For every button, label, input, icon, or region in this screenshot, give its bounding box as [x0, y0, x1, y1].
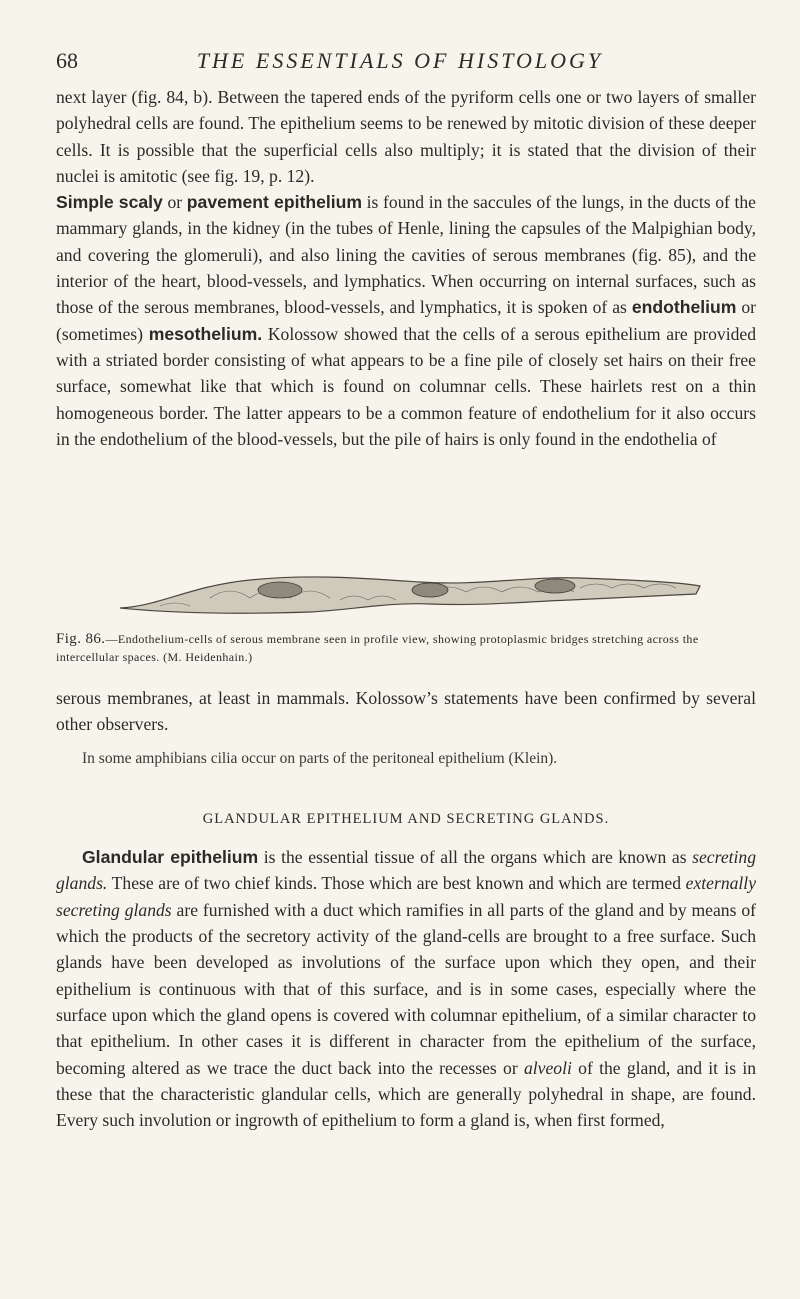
paragraph-text: serous membranes, at least in mammals. Kolossow’s statements have been confirmed by several other observers.: [56, 688, 756, 735]
paragraph-text: Kolossow showed that the cells of a serous epithelium are provided with a striated border consisting of what appears to be a fine pile of closely set hairs on their free surface, somewhat like that which is found on columnar cells. These hairlets rest on a thin homogeneous border. The latter appears to be a common feature of endothelium for it also occurs in the endothelium of the blood-vessels, but the pile of hairs is only found in the endothelia of: [56, 323, 756, 449]
paragraph-text: These are of two chief kinds. Those which are best known and which are termed: [107, 873, 686, 894]
figure-label: Fig. 86.: [56, 631, 106, 647]
page-header: [56, 48, 744, 80]
term-simple-scaly: Simple scaly: [56, 192, 163, 213]
paragraph-serous: [56, 685, 756, 738]
paragraph-text: are furnished with a duct which ramifies in all parts of the gland and by means of which the products of the secretory activity of the gland-cells are brought to a free surface. Such glands have been developed as involutions of the surface upon which they open, and their epithelium is continuous with that of this surface, and is in some cases, especially where the surface upon which the gland opens is covered with columnar epithelium, of a similar character to that epithelium. In other cases it is different in character from the epithelium of the surface, becoming altered as we trace the duct back into the recesses or: [56, 899, 756, 1078]
figure-caption-text: —Endothelium-cells of serous membrane seen in profile view, showing protoplasmic bridges stretching across the intercellular spaces. (M. Heidenhain.): [56, 632, 699, 664]
term-externally-secreting-glands: externally secreting glands: [56, 873, 756, 920]
body-text-bottom: [56, 685, 756, 1133]
paragraph-glandular-epithelium: [56, 844, 756, 1133]
term-alveoli: alveoli: [523, 1057, 572, 1078]
figure-membrane-shape: [120, 577, 700, 613]
term-glandular-epithelium: Glandular epithelium: [82, 847, 259, 868]
paragraph-text: next layer (fig. 84, b). Between the tapered ends of the pyriform cells one or two layers of smaller polyhedral cells are found. The epithelium seems to be renewed by mitotic division of these deeper cells. It is possible that the superficial cells also multiply; it is stated that the division of their nuclei is amitotic (see fig. 19, p. 12).: [56, 87, 756, 186]
term-mesothelium: mesothelium.: [148, 323, 263, 344]
term-endothelium: endothelium: [631, 297, 737, 318]
paragraph-continuation: [56, 84, 756, 189]
paragraph-pavement-epithelium: [56, 189, 756, 452]
term-secreting-glands: secreting glands.: [56, 847, 756, 894]
paragraph-text: is the essential tissue of all the organs which are known as: [258, 847, 693, 868]
paragraph-text: of the gland, and it is in these that the characteristic glandular cells, which are generally polyhedral in shape, are found. Every such involution or ingrowth of epithelium to form a gland is, when first formed,: [56, 1057, 757, 1131]
paragraph-text: is found in the saccules of the lungs, in the ducts of the mammary glands, in the kidney (in the tubes of Henle, lining the capsules of the Malpighian body, and covering the glomeruli), and also lining the cavities of serous membranes (fig. 85), and the interior of the heart, blood-vessels, and lymphatics. When occurring on internal surfaces, such as those of the serous membranes, blood-vessels, and lymphatics, it is spoken of as: [56, 192, 756, 318]
section-heading: GLANDULAR EPITHELIUM AND SECRETING GLANDS.: [202, 810, 610, 827]
page-number: 68: [56, 48, 78, 73]
paragraph-text: or (sometimes): [56, 297, 757, 344]
body-text-top: [56, 84, 756, 452]
figure-endothelium-illustration: [100, 568, 720, 620]
paragraph-text: or: [162, 192, 187, 213]
term-pavement-epithelium: pavement epithelium: [186, 192, 363, 213]
note-amphibians: [56, 746, 756, 772]
running-title: THE ESSENTIALS OF HISTOLOGY: [196, 48, 604, 73]
note-text: In some amphibians cilia occur on parts of the peritoneal epithelium (Klein).: [82, 749, 558, 767]
figure-caption: [56, 630, 756, 666]
